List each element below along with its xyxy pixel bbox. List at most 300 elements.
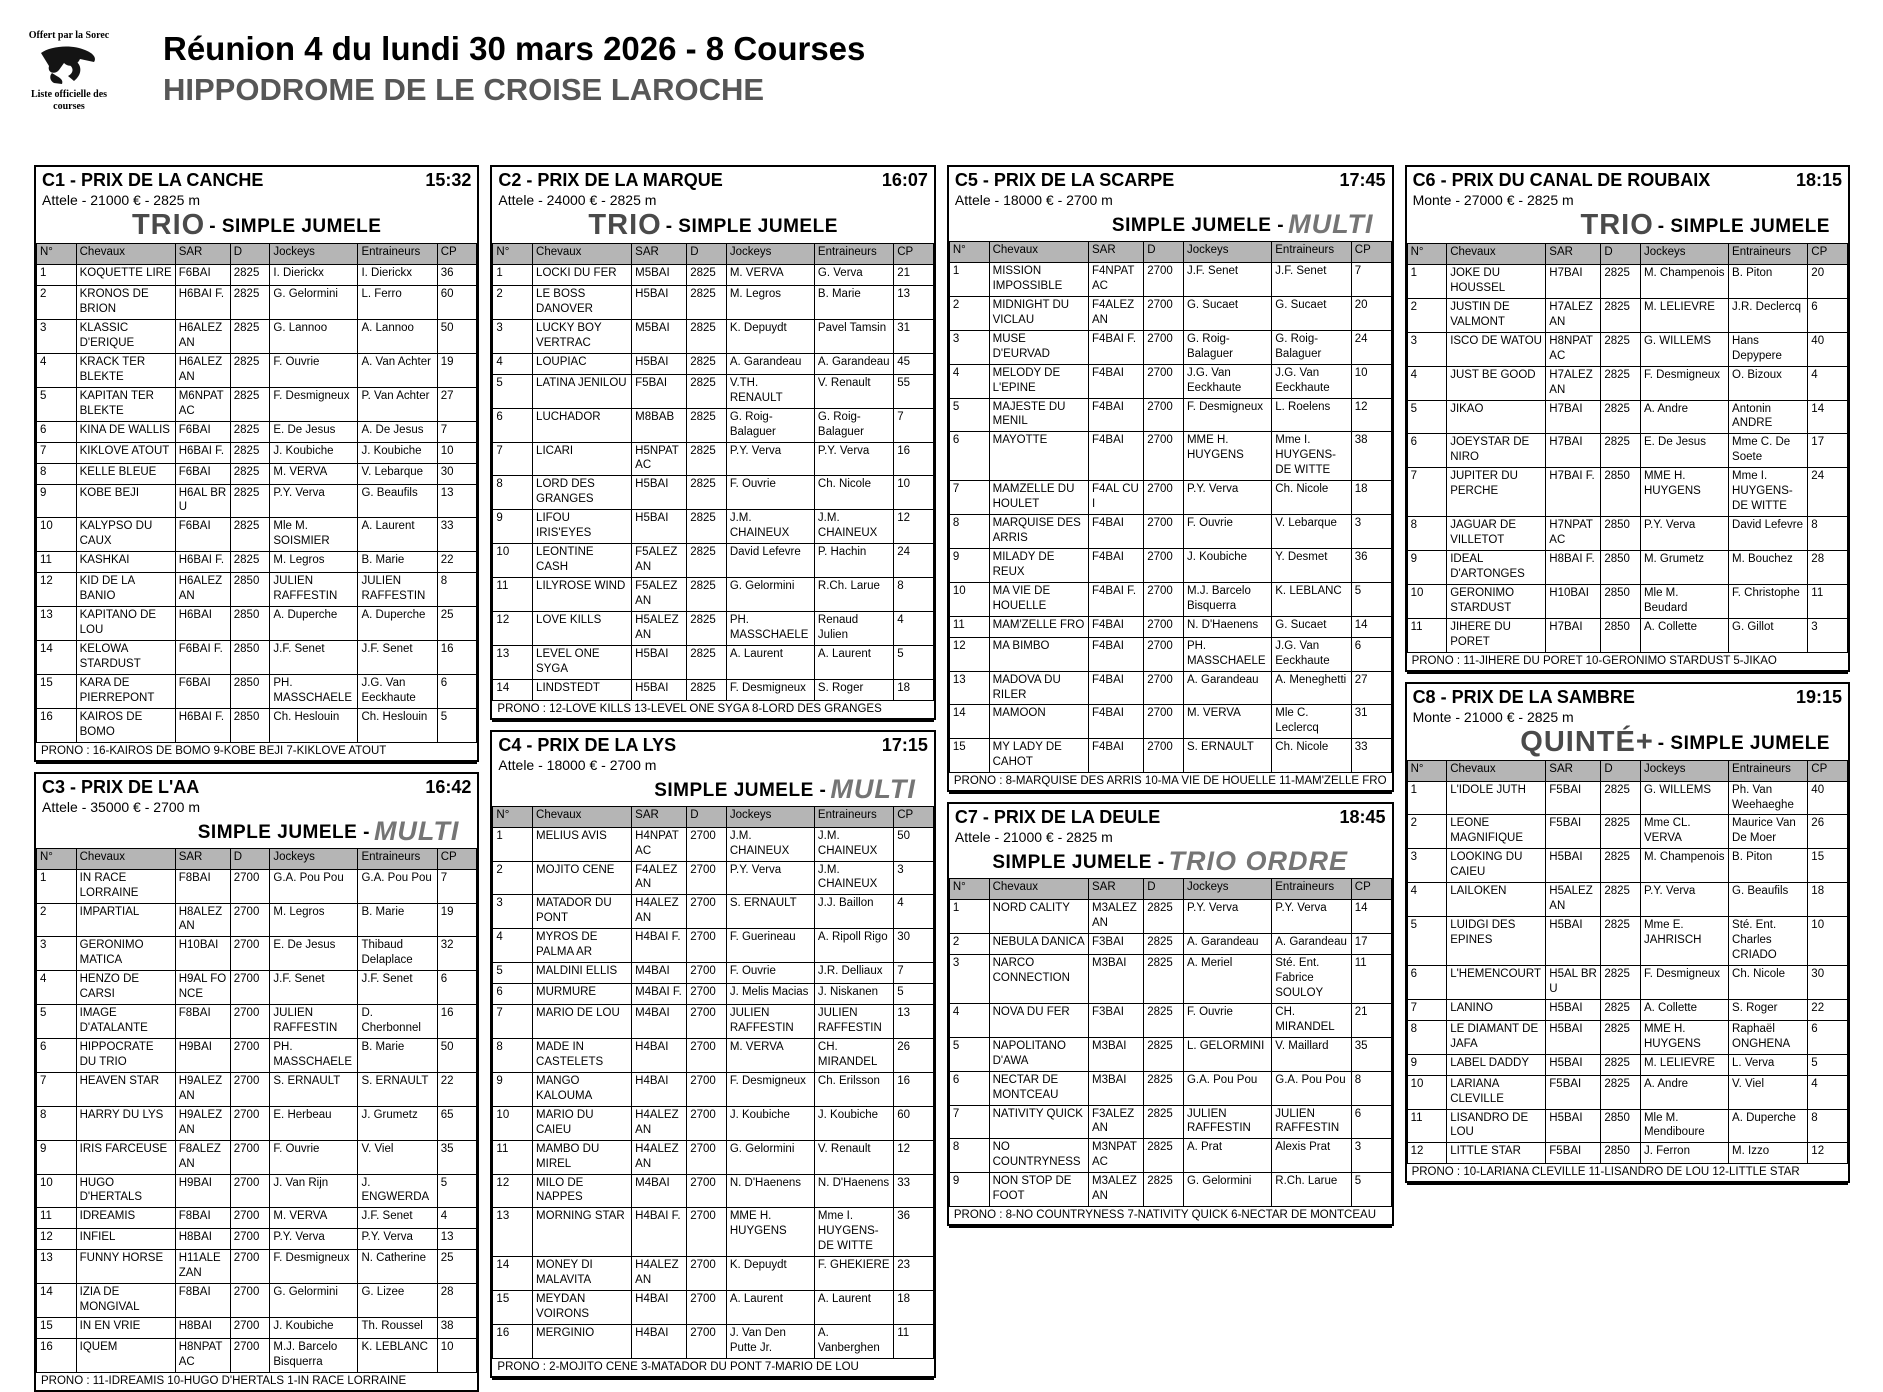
cell-cp: 8 [894,578,934,612]
cell-horse: MANGO KALOUMA [533,1072,632,1106]
cell-horse: MIDNIGHT DU VICLAU [989,296,1088,330]
cell-sar: M8BAB [632,408,687,442]
cell-num: 13 [37,1250,77,1284]
cell-trainer: J.M. CHAINEUX [814,861,893,895]
table-row [949,432,1391,481]
cell-trainer: P. Hachin [814,544,893,578]
cell-sar: H10BAI [175,937,230,971]
cell-sar: H5BAI [1546,849,1601,883]
cell-sar: H7BAI [1546,618,1601,652]
cell-horse: MURMURE [533,984,632,1005]
cell-sar: H10BAI [1546,584,1601,618]
table-row [37,607,477,641]
cell-dist: 2700 [230,1284,270,1318]
cell-horse: NORD CALITY [989,900,1088,934]
cell-dist: 2825 [230,353,270,387]
cell-num: 7 [493,1005,533,1039]
cell-trainer: G. Roig-Balaguer [1272,330,1352,364]
cell-num: 12 [1407,1143,1447,1164]
cell-dist: 2700 [230,869,270,903]
cell-trainer: Hans Depypere [1729,332,1808,366]
cell-dist: 2825 [1601,332,1641,366]
cell-trainer: CH. MIRANDEL [814,1039,893,1073]
cell-jockey: M.J. Barcelo Bisquerra [270,1339,358,1373]
table-row [493,578,933,612]
table-row [949,296,1391,330]
cell-dist: 2850 [1601,618,1641,652]
cell-sar: H7BAI F. [1546,468,1601,517]
cell-num: 1 [949,263,989,297]
cell-dist: 2700 [230,1318,270,1339]
race-title: C8 - PRIX DE LA SAMBRE [1412,686,1635,707]
cell-trainer: K. LEBLANC [358,1339,437,1373]
cell-dist: 2825 [687,408,727,442]
cell-sar: F4NPATAC [1088,263,1143,297]
race-bet-types [502,211,923,240]
cell-num: 11 [949,616,989,637]
cell-num: 4 [1407,366,1447,400]
cell-dist: 2700 [1144,296,1184,330]
cell-num: 14 [493,1257,533,1291]
cell-num: 12 [37,573,77,607]
cell-num: 2 [1407,815,1447,849]
cell-cp: 13 [437,1229,477,1250]
cell-sar: H5BAI [632,645,687,679]
cell-sar: M3BAI [1088,955,1143,1004]
bet-label: - SIMPLE JUMELE [1657,732,1830,754]
race-prono: PRONO : 11-JIHERE DU PORET 10-GERONIMO STARDUST 5-JIKAO [1411,654,1777,667]
cell-jockey: F. Ouvrie [270,353,358,387]
cell-sar: H7BAI [1546,400,1601,434]
cell-sar: F6BAI F. [175,641,230,675]
cell-horse: LEONE MAGNIFIQUE [1447,815,1546,849]
cell-trainer: S. Roger [1729,999,1808,1020]
cell-horse: LOUPIAC [533,353,632,374]
cell-num: 12 [493,611,533,645]
cell-jockey: F. Guerineau [726,929,814,963]
cell-cp: 26 [894,1039,934,1073]
cell-horse: JIKAO [1447,400,1546,434]
table-row [37,1208,477,1229]
table-row [493,408,933,442]
cell-jockey: JULIEN RAFFESTIN [1183,1105,1271,1139]
cell-dist: 2825 [1144,1037,1184,1071]
race-C6 [1405,165,1850,672]
column-header: SAR [1088,242,1143,263]
cell-dist: 2850 [230,708,270,742]
cell-num: 2 [493,286,533,320]
race-title-row [1413,687,1842,708]
table-row [1407,434,1847,468]
table-row [949,637,1391,671]
cell-horse: L'HEMENCOURT [1447,965,1546,999]
table-row [37,387,477,421]
cell-trainer: Mme I. HUYGENS-DE WITTE [814,1208,893,1257]
cell-horse: HUGO D'HERTALS [76,1174,175,1208]
cell-sar: F4ALEZAN [632,861,687,895]
cell-dist: 2825 [687,442,727,476]
cell-horse: LANINO [1447,999,1546,1020]
cell-sar: F5BAI [632,374,687,408]
race-time: 17:15 [881,734,928,755]
table-row [949,582,1391,616]
cell-sar: F8BAI [175,1208,230,1229]
cell-trainer: A. Duperche [358,607,437,641]
cell-dist: 2700 [1144,515,1184,549]
cell-cp: 50 [437,319,477,353]
cell-horse: LIFOU IRIS'EYES [533,510,632,544]
cell-num: 9 [37,484,77,518]
cell-dist: 2700 [1144,330,1184,364]
cell-cp: 50 [894,827,934,861]
cell-num: 8 [1407,517,1447,551]
cell-horse: L'IDOLE JUTH [1447,781,1546,815]
cell-sar: H6ALEZAN [175,353,230,387]
cell-horse: MELIUS AVIS [533,827,632,861]
cell-num: 10 [37,1174,77,1208]
cell-dist: 2825 [687,353,727,374]
cell-cp: 10 [437,442,477,463]
cell-cp: 24 [894,544,934,578]
table-row [1407,517,1847,551]
cell-cp: 24 [1351,330,1391,364]
cell-sar: H8ALEZAN [175,903,230,937]
race-prono: PRONO : 8-NO COUNTRYNESS 7-NATIVITY QUICK 6-NECTAR DE MONTCEAU [953,1209,1377,1222]
table-row [949,1105,1391,1139]
race-conditions: Attele - 24000 € - 2825 m [498,192,657,208]
cell-trainer: A. Ripoll Rigo [814,929,893,963]
cell-horse: MAMZELLE DU HOULET [989,481,1088,515]
cell-dist: 2700 [687,861,727,895]
race-header-C8 [1407,684,1848,757]
cell-num: 7 [949,481,989,515]
cell-trainer: J.M. CHAINEUX [814,510,893,544]
cell-trainer: P.Y. Verva [358,1229,437,1250]
cell-dist: 2825 [230,319,270,353]
cell-dist: 2825 [687,679,727,700]
cell-trainer: JULIEN RAFFESTIN [358,573,437,607]
cell-jockey: A. Laurent [726,645,814,679]
cell-dist: 2700 [230,937,270,971]
race-table [1407,760,1848,1165]
race-title: C1 - PRIX DE LA CANCHE [42,170,264,190]
table-row [37,674,477,708]
cell-cp: 36 [1351,548,1391,582]
cell-horse: MAM'ZELLE FRO [989,616,1088,637]
cell-dist: 2700 [1144,398,1184,432]
cell-jockey: JULIEN RAFFESTIN [726,1005,814,1039]
table-row [949,616,1391,637]
cell-trainer: G.A. Pou Pou [358,869,437,903]
cell-horse: HEAVEN STAR [76,1072,175,1106]
cell-cp: 15 [1808,849,1848,883]
table-row [493,1072,933,1106]
cell-jockey: F. Desmigneux [726,679,814,700]
table-row [949,1173,1391,1207]
cell-horse: LAILOKEN [1447,883,1546,917]
race-header-C6 [1407,167,1848,240]
cell-sar: F3BAI [1088,1003,1143,1037]
cell-trainer: Mme I. HUYGENS-DE WITTE [1729,468,1808,517]
column-header: Chevaux [1447,244,1546,265]
race-title: C7 - PRIX DE LA DEULE [954,807,1161,828]
table-row [37,1339,477,1373]
cell-cp: 60 [894,1106,934,1140]
cell-trainer: S. ERNAULT [358,1072,437,1106]
cell-cp: 6 [1351,1105,1391,1139]
table-row [493,319,933,353]
cell-sar: H5NPATAC [632,442,687,476]
cell-jockey: F. Desmigneux [1640,965,1728,999]
cell-num: 10 [949,582,989,616]
cell-num: 11 [1407,1109,1447,1143]
cell-jockey: A. Duperche [270,607,358,641]
column-header: SAR [175,848,230,869]
cell-num: 15 [37,674,77,708]
table-row [493,1257,933,1291]
cell-horse: JIHERE DU PORET [1447,618,1546,652]
cell-cp: 31 [894,319,934,353]
cell-horse: LOOKING DU CAIEU [1447,849,1546,883]
table-row [493,476,933,510]
race-C4 [490,730,935,1378]
cell-num: 14 [37,641,77,675]
cell-jockey: G. Gelormini [270,1284,358,1318]
table-row [493,1140,933,1174]
column-header: CP [1808,760,1848,781]
race-C3 [34,772,479,1392]
table-row [493,827,933,861]
table-row [37,518,477,552]
bet-label: - SIMPLE JUMELE [1657,216,1830,237]
cell-sar: F8BAI [175,869,230,903]
race-header-C5 [949,167,1392,238]
cell-cp: 18 [1808,883,1848,917]
cell-trainer: L. Roelens [1272,398,1352,432]
table-row [1407,1020,1847,1054]
cell-horse: KAPITAN TER BLEKTE [76,387,175,421]
cell-jockey: F. Desmigneux [726,1072,814,1106]
cell-jockey: P.Y. Verva [1640,883,1728,917]
cell-sar: F8BAI [175,1284,230,1318]
cell-trainer: JULIEN RAFFESTIN [814,1005,893,1039]
table-row [1407,618,1847,652]
bet-label: TRIO ORDRE [1168,846,1349,877]
cell-sar: M3ALEZAN [1088,900,1143,934]
cell-num: 7 [37,442,77,463]
cell-num: 10 [1407,584,1447,618]
cell-horse: NO COUNTRYNESS [989,1139,1088,1173]
cell-num: 6 [949,1071,989,1105]
cell-cp: 10 [1808,917,1848,966]
cell-jockey: N. D'Haenens [1183,616,1271,637]
cell-trainer: K. LEBLANC [1272,582,1352,616]
table-row [37,463,477,484]
cell-trainer: G. Roig-Balaguer [814,408,893,442]
cell-jockey: P.Y. Verva [270,484,358,518]
cell-jockey: J.M. CHAINEUX [726,510,814,544]
race-bet-types [46,211,467,240]
cell-horse: LISANDRO DE LOU [1447,1109,1546,1143]
cell-trainer: Ch. Nicole [1729,965,1808,999]
cell-sar: H8NPATAC [1546,332,1601,366]
cell-num: 7 [949,1105,989,1139]
cell-sar: F4BAI [1088,705,1143,739]
cell-num: 2 [493,861,533,895]
cell-horse: MELODY DE L'EPINE [989,364,1088,398]
cell-sar: H6BAI F. [175,442,230,463]
race-bet-types [46,815,467,846]
cell-trainer: J.F. Senet [358,641,437,675]
cell-trainer: J.R. Delliaux [814,963,893,984]
cell-cp: 16 [894,442,934,476]
cell-jockey: M. VERVA [270,463,358,484]
cell-num: 2 [1407,298,1447,332]
cell-horse: MA VIE DE HOUELLE [989,582,1088,616]
column-header: N° [1407,760,1447,781]
cell-sar: F4BAI [1088,548,1143,582]
cell-cp: 23 [894,1257,934,1291]
cell-num: 5 [493,374,533,408]
cell-trainer: Ph. Van Weehaeghe [1729,781,1808,815]
cell-dist: 2825 [1601,434,1641,468]
table-row [37,286,477,320]
cell-num: 8 [493,476,533,510]
cell-jockey: M. Champenois [1640,265,1728,299]
cell-trainer: J.G. Van Eeckhaute [1272,637,1352,671]
race-prono: PRONO : 10-LARIANA CLEVILLE 11-LISANDRO DE LOU 12-LITTLE STAR [1411,1166,1800,1179]
cell-dist: 2700 [230,1339,270,1373]
column-header: N° [493,244,533,265]
cell-cp: 40 [1808,332,1848,366]
cell-cp: 8 [1808,517,1848,551]
cell-cp: 19 [437,353,477,387]
race-table [492,243,933,701]
cell-sar: H6BAI F. [175,708,230,742]
cell-dist: 2700 [230,971,270,1005]
cell-jockey: A. Laurent [726,1291,814,1325]
race-table [949,241,1392,773]
cell-dist: 2850 [1601,550,1641,584]
race-title-row [498,735,927,756]
race-prono: PRONO : 11-IDREAMIS 10-HUGO D'HERTALS 1-IN RACE LORRAINE [41,1375,407,1387]
table-row [1407,1143,1847,1164]
cell-trainer: G. Sucaet [1272,296,1352,330]
cell-trainer: A. Duperche [1729,1109,1808,1143]
cell-jockey: F. Ouvrie [270,1140,358,1174]
cell-cp: 20 [1351,296,1391,330]
table-row [37,937,477,971]
race-time: 19:15 [1795,686,1842,707]
cell-horse: JOEYSTAR DE NIRO [1447,434,1546,468]
cell-sar: F4BAI [1088,398,1143,432]
cell-cp: 10 [437,1339,477,1373]
cell-num: 15 [949,739,989,773]
table-row [493,1174,933,1208]
cell-dist: 2825 [230,286,270,320]
column-header: CP [894,244,934,265]
race-title: C4 - PRIX DE LA LYS [498,734,677,755]
cell-horse: KELOWA STARDUST [76,641,175,675]
race-prono: PRONO : 12-LOVE KILLS 13-LEVEL ONE SYGA 8-LORD DES GRANGES [497,702,882,715]
table-row [493,645,933,679]
table-row [37,1284,477,1318]
cell-sar: F4BAI [1088,637,1143,671]
cell-jockey: G.A. Pou Pou [1183,1071,1271,1105]
cell-sar: H4ALEZAN [632,1257,687,1291]
cell-dist: 2825 [687,578,727,612]
column-header: D [1144,879,1184,900]
cell-sar: H4BAI F. [632,929,687,963]
cell-dist: 2825 [1144,934,1184,955]
cell-num: 9 [37,1140,77,1174]
cell-jockey: A. Garandeau [1183,671,1271,705]
cell-horse: LITTLE STAR [1447,1143,1546,1164]
table-row [1407,1109,1847,1143]
cell-trainer: A. Meneghetti [1272,671,1352,705]
cell-jockey: G. Roig-Balaguer [726,408,814,442]
cell-dist: 2700 [1144,481,1184,515]
cell-jockey: M. VERVA [270,1208,358,1229]
cell-sar: H6BAI F. [175,552,230,573]
cell-dist: 2825 [1601,883,1641,917]
table-header-row [37,848,477,869]
cell-jockey: F. Desmigneux [1183,398,1271,432]
table-row [949,1071,1391,1105]
cell-horse: LOVE KILLS [533,611,632,645]
cell-num: 5 [1407,917,1447,966]
cell-trainer: J. Niskanen [814,984,893,1005]
cell-jockey: MME H. HUYGENS [1183,432,1271,481]
cell-cp: 33 [1351,739,1391,773]
cell-num: 3 [1407,849,1447,883]
cell-cp: 6 [1808,298,1848,332]
column-header: N° [37,848,77,869]
cell-jockey: M. Grumetz [1640,550,1728,584]
column-header: SAR [632,244,687,265]
cell-dist: 2700 [230,1250,270,1284]
cell-dist: 2700 [1144,364,1184,398]
cell-dist: 2700 [1144,582,1184,616]
bet-label: MULTI [830,773,916,804]
table-row [949,330,1391,364]
race-time: 16:42 [425,776,472,797]
cell-trainer: J.R. Declercq [1729,298,1808,332]
cell-dist: 2700 [687,963,727,984]
cell-sar: H9BAI [175,1039,230,1073]
cell-cp: 11 [1808,584,1848,618]
cell-dist: 2700 [1144,705,1184,739]
column-header: SAR [1546,760,1601,781]
cell-horse: NOVA DU FER [989,1003,1088,1037]
cell-trainer: V. Lebarque [1272,515,1352,549]
table-row [949,548,1391,582]
table-row [493,286,933,320]
cell-dist: 2825 [1144,1071,1184,1105]
cell-jockey: S. ERNAULT [1183,739,1271,773]
cell-trainer: J.F. Senet [1272,263,1352,297]
cell-sar: H6ALEZAN [175,573,230,607]
cell-dist: 2700 [687,1140,727,1174]
cell-jockey: M.J. Barcelo Bisquerra [1183,582,1271,616]
cell-trainer: O. Bizoux [1729,366,1808,400]
cell-jockey: A. Garandeau [726,353,814,374]
table-row [37,353,477,387]
column-header: Entraineurs [1272,242,1352,263]
cell-cp: 6 [1808,1020,1848,1054]
cell-cp: 27 [1351,671,1391,705]
table-row [1407,815,1847,849]
